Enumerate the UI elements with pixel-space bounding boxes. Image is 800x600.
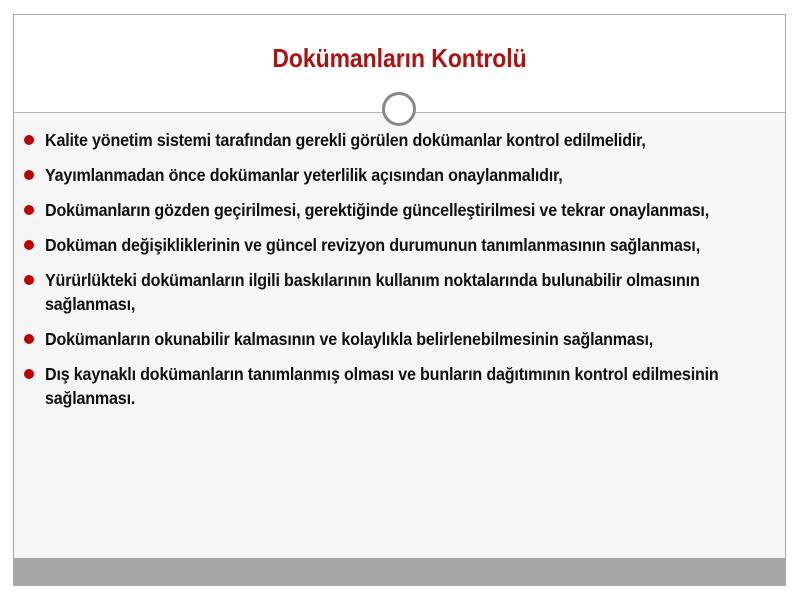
bullet-text: Doküman değişikliklerinin ve güncel revizyon durumunun tanımlanmasının sağlanması, bbox=[45, 235, 701, 255]
divider-circle-ornament bbox=[382, 92, 416, 126]
slide-title: Dokümanların Kontrolü bbox=[272, 43, 527, 73]
bullet-item bbox=[14, 233, 774, 257]
slide bbox=[13, 14, 786, 586]
bullet-dot-icon bbox=[24, 275, 34, 285]
bullet-dot-icon bbox=[24, 240, 34, 250]
bullet-dot-icon bbox=[24, 170, 34, 180]
bullet-text: Kalite yönetim sistemi tarafından gerekli görülen dokümanlar kontrol edilmelidir, bbox=[45, 130, 646, 150]
bullet-dot-icon bbox=[24, 135, 34, 145]
bullet-text: Yürürlükteki dokümanların ilgili baskılarının kullanım noktalarında bulunabilir olmasının sağlanması, bbox=[45, 270, 700, 314]
bullet-dot-icon bbox=[24, 369, 34, 379]
bullet-item bbox=[14, 128, 774, 152]
bullet-text: Yayımlanmadan önce dokümanlar yeterlilik açısından onaylanmalıdır, bbox=[45, 165, 563, 185]
bullet-text: Dokümanların okunabilir kalmasının ve kolaylıkla belirlenebilmesinin sağlanması, bbox=[45, 329, 654, 349]
footer-bar bbox=[14, 558, 785, 585]
bullet-text: Dış kaynaklı dokümanların tanımlanmış olması ve bunların dağıtımının kontrol edilmesinin sağlanması. bbox=[45, 364, 719, 408]
bullet-item bbox=[14, 163, 774, 187]
bullet-item bbox=[14, 268, 774, 316]
bullet-item bbox=[14, 198, 774, 222]
bullet-text: Dokümanların gözden geçirilmesi, gerektiğinde güncelleştirilmesi ve tekrar onaylanması, bbox=[45, 200, 710, 220]
bullet-item bbox=[14, 362, 774, 410]
bullet-dot-icon bbox=[24, 205, 34, 215]
bullet-item bbox=[14, 327, 774, 351]
bullet-dot-icon bbox=[24, 334, 34, 344]
bullet-list bbox=[14, 128, 774, 421]
